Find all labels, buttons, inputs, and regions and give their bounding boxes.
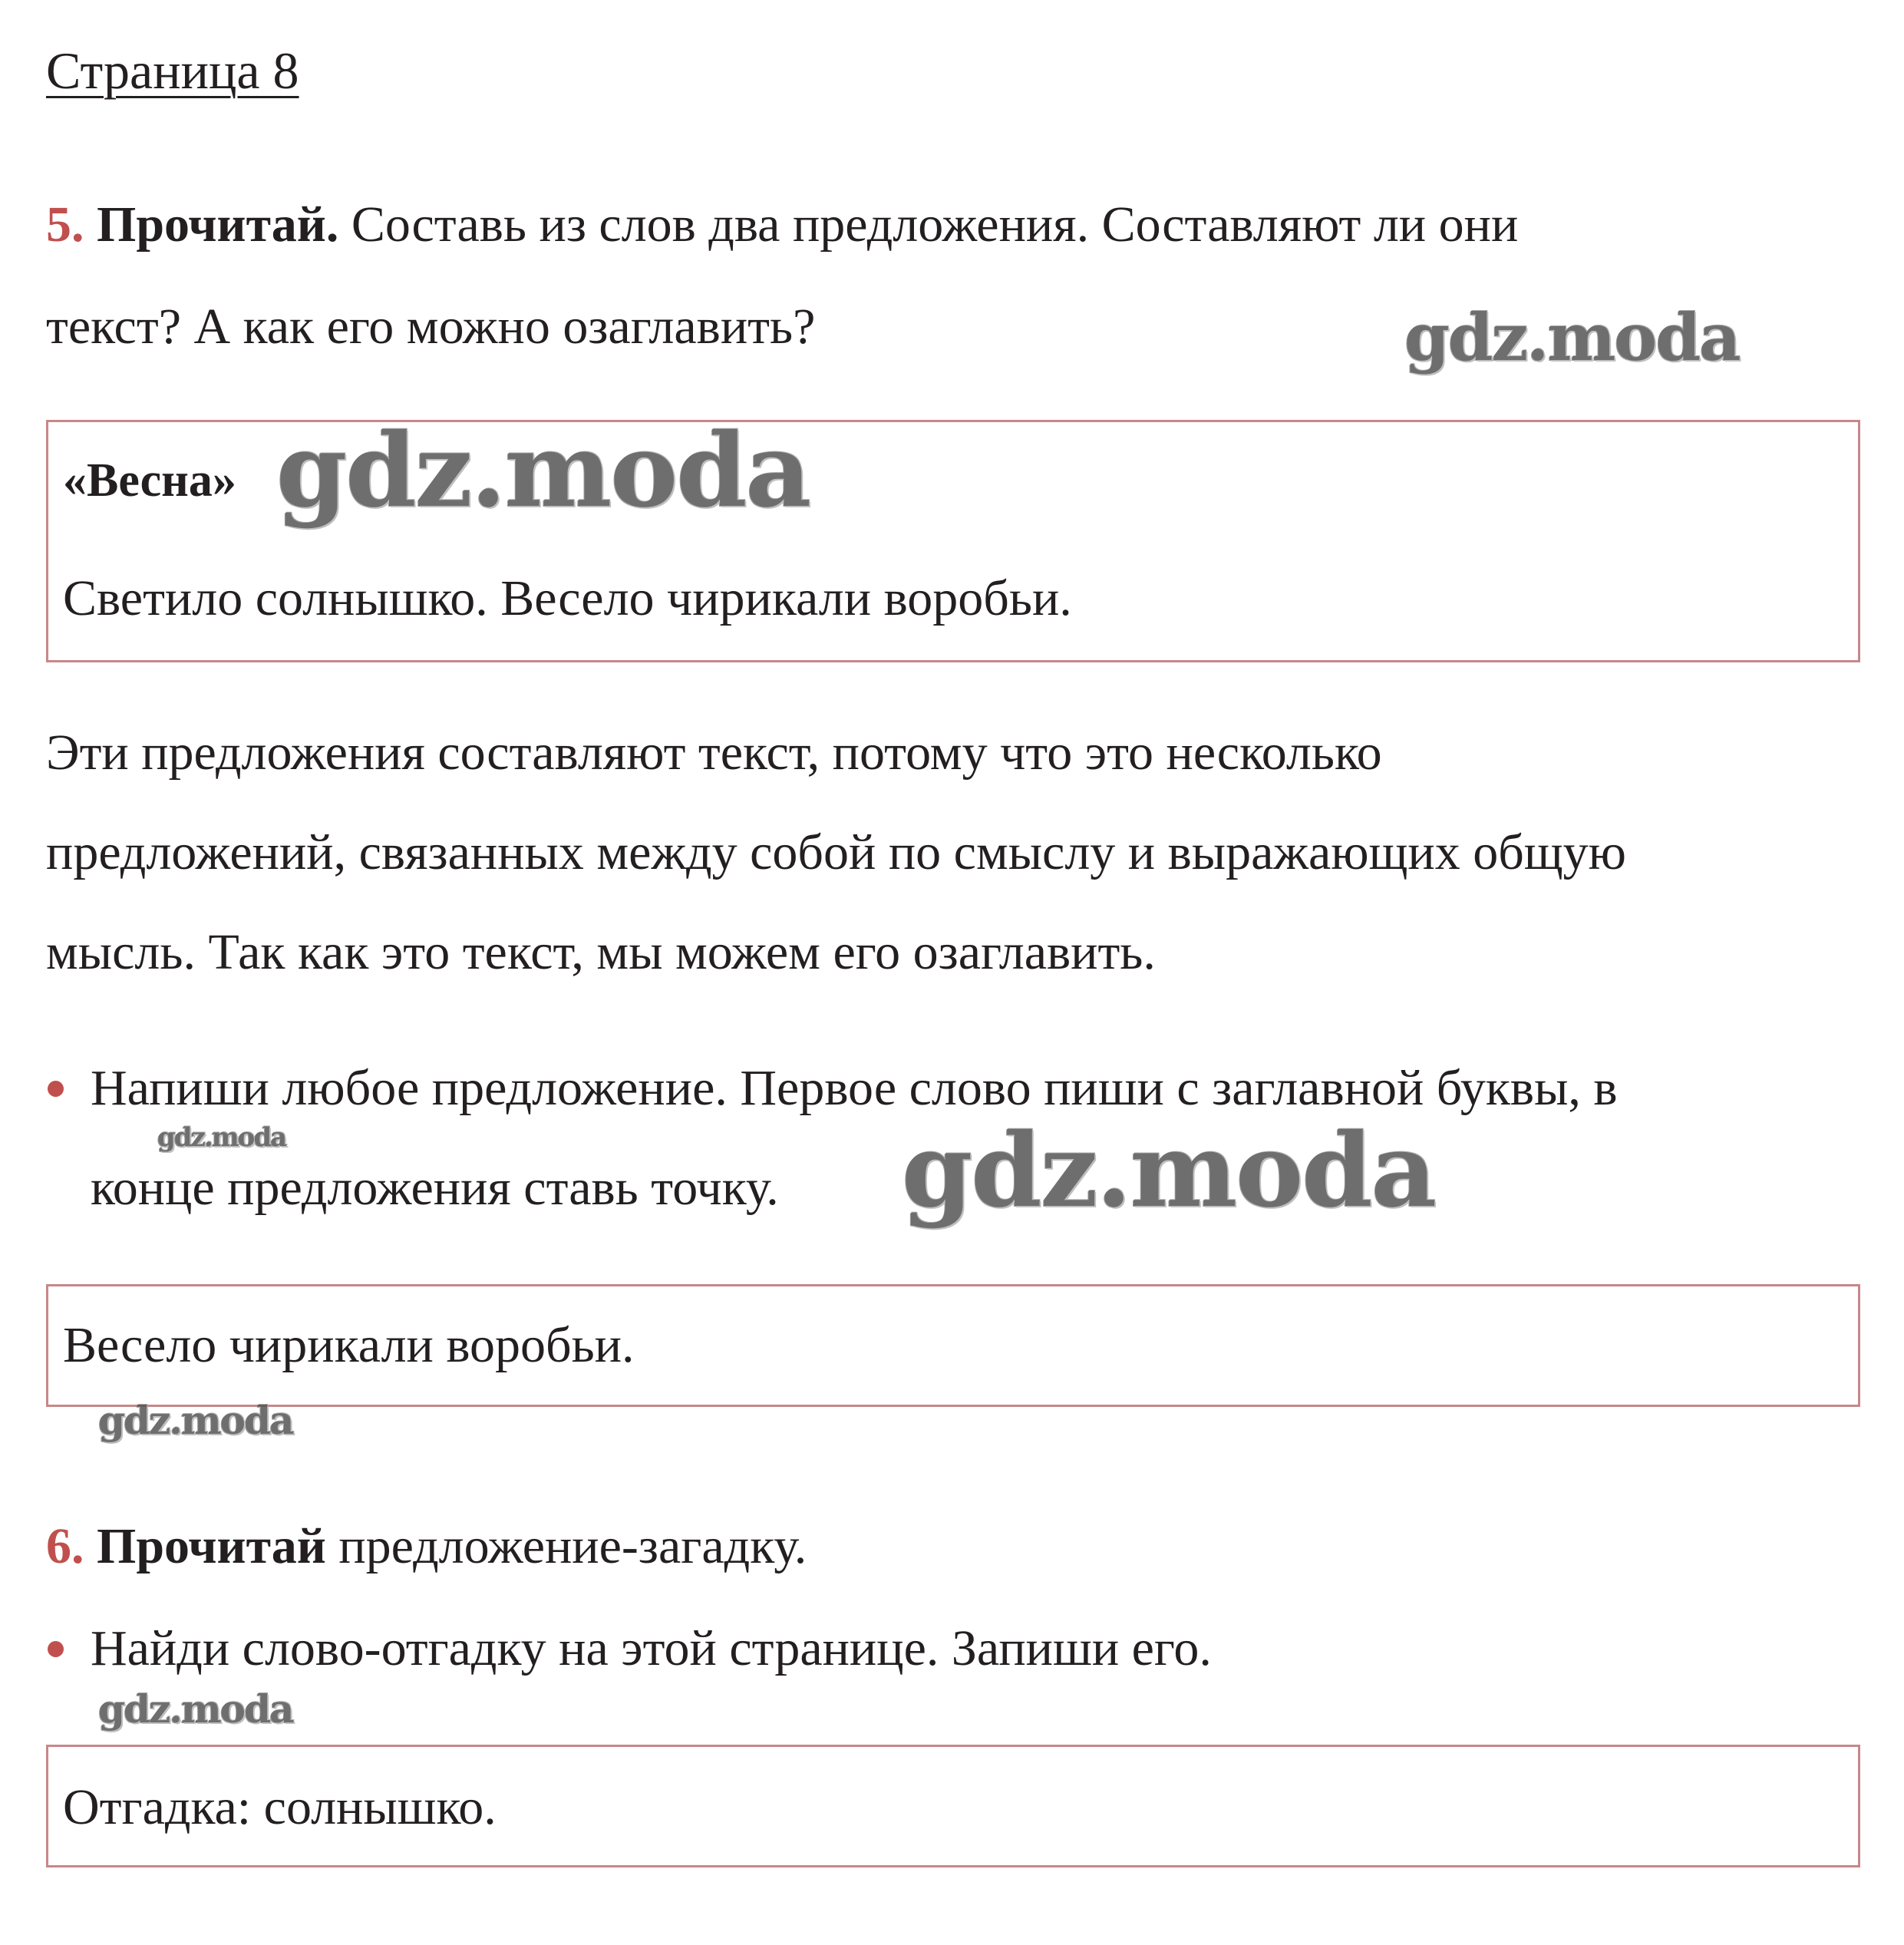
bullet-task-line-2: конце предложения ставь точку.: [91, 1160, 779, 1216]
explanation-line-1: Эти предложения составляют текст, потому что это несколько: [46, 725, 1382, 781]
watermark: gdz.moda: [902, 1111, 1436, 1230]
answer-box-text: Светило солнышко. Весело чирикали воробьи.: [63, 570, 1072, 626]
task5-number: 5.: [46, 196, 84, 253]
task6-number: 6.: [46, 1518, 84, 1574]
explanation-line-3: мысль. Так как это текст, мы можем его озаглавить.: [46, 924, 1156, 980]
answer-box-riddle-text: Отгадка: солнышко.: [63, 1779, 497, 1835]
task5-instruction-line2: текст? А как его можно озаглавить?: [46, 299, 816, 355]
task5-lead: Прочитай.: [97, 196, 339, 253]
task5-text-1: Составь из слов два предложения. Составляют ли они: [338, 196, 1519, 253]
bullet-task-line-1: Напиши любое предложение. Первое слово пиши с заглавной буквы, в: [91, 1060, 1618, 1116]
watermark: gdz.moda: [98, 1686, 293, 1732]
task5-instruction-line1: [46, 196, 1519, 253]
task6-bullet-task: Найди слово-отгадку на этой странице. Запиши его.: [91, 1620, 1212, 1676]
answer-box-sentence-text: Весело чирикали воробьи.: [63, 1317, 635, 1373]
watermark: gdz.moda: [157, 1122, 286, 1153]
task6-lead: Прочитай: [97, 1518, 326, 1574]
page-title: Страница 8: [46, 41, 299, 100]
bullet-icon: [48, 1641, 64, 1657]
watermark: gdz.moda: [1404, 299, 1740, 375]
task6-text: предложение-загадку.: [325, 1518, 807, 1574]
task6-instruction: [46, 1518, 807, 1574]
watermark: gdz.moda: [276, 411, 810, 530]
watermark: gdz.moda: [98, 1398, 293, 1443]
answer-box-heading: «Весна»: [63, 454, 236, 507]
explanation-line-2: предложений, связанных между собой по смыслу и выражающих общую: [46, 824, 1626, 880]
bullet-icon: [48, 1081, 64, 1097]
